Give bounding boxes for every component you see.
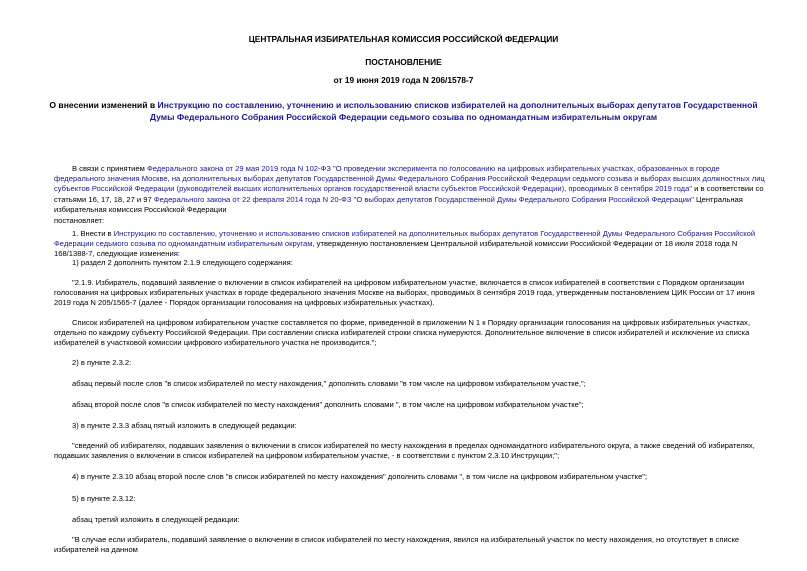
title-instruction-link[interactable]: Инструкцию по составлению, уточнению и использованию списков избирателей на дополнительных выборах депутатов Государственной Думы Федерального Собрания Российской Федерации седьмого созыва по одномандатным избирательным округам (149, 100, 758, 122)
organization-name: ЦЕНТРАЛЬНАЯ ИЗБИРАТЕЛЬНАЯ КОМИССИЯ РОССИЙСКОЙ ФЕДЕРАЦИИ (248, 34, 559, 44)
federal-law-102-link[interactable]: Федерального закона от 29 мая 2019 года N 102-ФЗ "О проведении эксперимента по голосованию на цифровых избирательных участках, образованных в городе федерального значения Москве, на дополнительных выборах депутатов Государственной Думы Федерального Собрания Российской Федерации седьмого созыва и выборах высших должностных лиц субъектов Российской Федерации (руководителей высших исполнительных органов государственной власти субъектов Российской Федерации), проводимых 8 сентября 2019 года" (54, 163, 765, 194)
preamble-text-b: и в соответствии со статьями 16, 17, 18, 27 и 97 (54, 184, 764, 204)
second-abzac-text: абзац второй после слов "в список избирателей по месту нахождения" дополнить словами ", в том числе на цифровом избирательном участке"; (72, 399, 584, 409)
instruction-link[interactable]: Инструкцию по составлению, уточнению и использованию списков избирателей на дополнительных выборах депутатов Государственной Думы Федерального Собрания Российской Федерации седьмого созыва по одномандатным избирательным округам (54, 228, 756, 248)
document-type: ПОСТАНОВЛЕНИЕ (365, 57, 442, 67)
voter-list-text: Список избирателей на цифровом избирательном участке составляется по форме, приведенной в приложении N 1 к Порядку организации голосования на цифровых избирательных участках, отдельно по каждому субъекту Российской Федерации. При составлении списка избирателей строки списка нумеруются. Дополнительное включение в список избирателей и исключение из списка избирателей в участковой комиссии цифрового избирательного участка не производится."; (54, 317, 750, 348)
case-text: "В случае если избиратель, подавший заявление о включении в список избирателей по месту нахождения, явился на избирательный участок по месту нахождения, но отсутствует в списке избирателей на данном (54, 534, 740, 554)
sub-5-text: 5) в пункте 2.3.12: (72, 493, 136, 503)
sub-3-text: 3) в пункте 2.3.3 абзац пятый изложить в следующей редакции: (72, 420, 297, 430)
third-abzac-text: абзац третий изложить в следующей редакции: (72, 514, 240, 524)
paragraph-case-text (54, 527, 766, 563)
first-abzac-text: абзац первый после слов "в список избирателей по месту нахождения," дополнить словами "в том числе на цифровом избирательном участке,"; (72, 378, 586, 388)
federal-law-20-link[interactable]: Федерального закона от 22 февраля 2014 года N 20-ФЗ "О выборах депутатов Государственной Думы Федерального Собрания Российской Федерации" (153, 194, 694, 204)
document-title (36, 100, 771, 123)
voter-info-text: "сведений об избирателях, подавших заявления о включении в список избирателей по месту нахождения в пределах одномандатного избирательного округа, а также сведений об избирателях, подавших заявления о включении в список избирателей на цифровом избирательном участке, - в соответствии с пунктом 2.3.10 Инструкции;"; (54, 440, 755, 460)
resolves-text: постановляет: (54, 215, 105, 225)
item-1-text-b: , утвержденную постановлением Центральной избирательной комиссии Российской Федерации от 18 июля 2018 года N 168/1388-7, следующие изменения: (54, 239, 738, 259)
document-date-number: от 19 июня 2019 года N 206/1578-7 (333, 75, 474, 85)
sub-2-text: 2) в пункте 2.3.2: (72, 357, 132, 367)
title-text: О внесении изменений в (49, 100, 158, 110)
sub-4-text: 4) в пункте 2.3.10 абзац второй после слов "в список избирателей по месту нахождения" дополнить словами ", в том числе на цифровом избирательном участке"; (72, 471, 648, 481)
clause-2-1-9-text: "2.1.9. Избиратель, подавший заявление о включении в список избирателей на цифровом избирательном участке, включается в список избирателей в соответствии с Порядком организации голосования на цифровых избирательных участках в городе федерального значения Москве на выборах, проводимых 8 сентября 2019 года, утвержденным постановлением ЦИК России от 17 июня 2019 года N 205/1565-7 (далее - Порядок организации голосования на цифровых избирательных участках). (54, 277, 755, 308)
preamble-text-a: В связи с принятием (72, 163, 147, 173)
item-1-text-a: 1. Внести в (72, 228, 114, 238)
preamble-text-c: Центральная избирательная комиссия Российской Федерации (54, 194, 743, 215)
sub-1-text: 1) раздел 2 дополнить пунктом 2.1.9 следующего содержания: (72, 257, 293, 267)
